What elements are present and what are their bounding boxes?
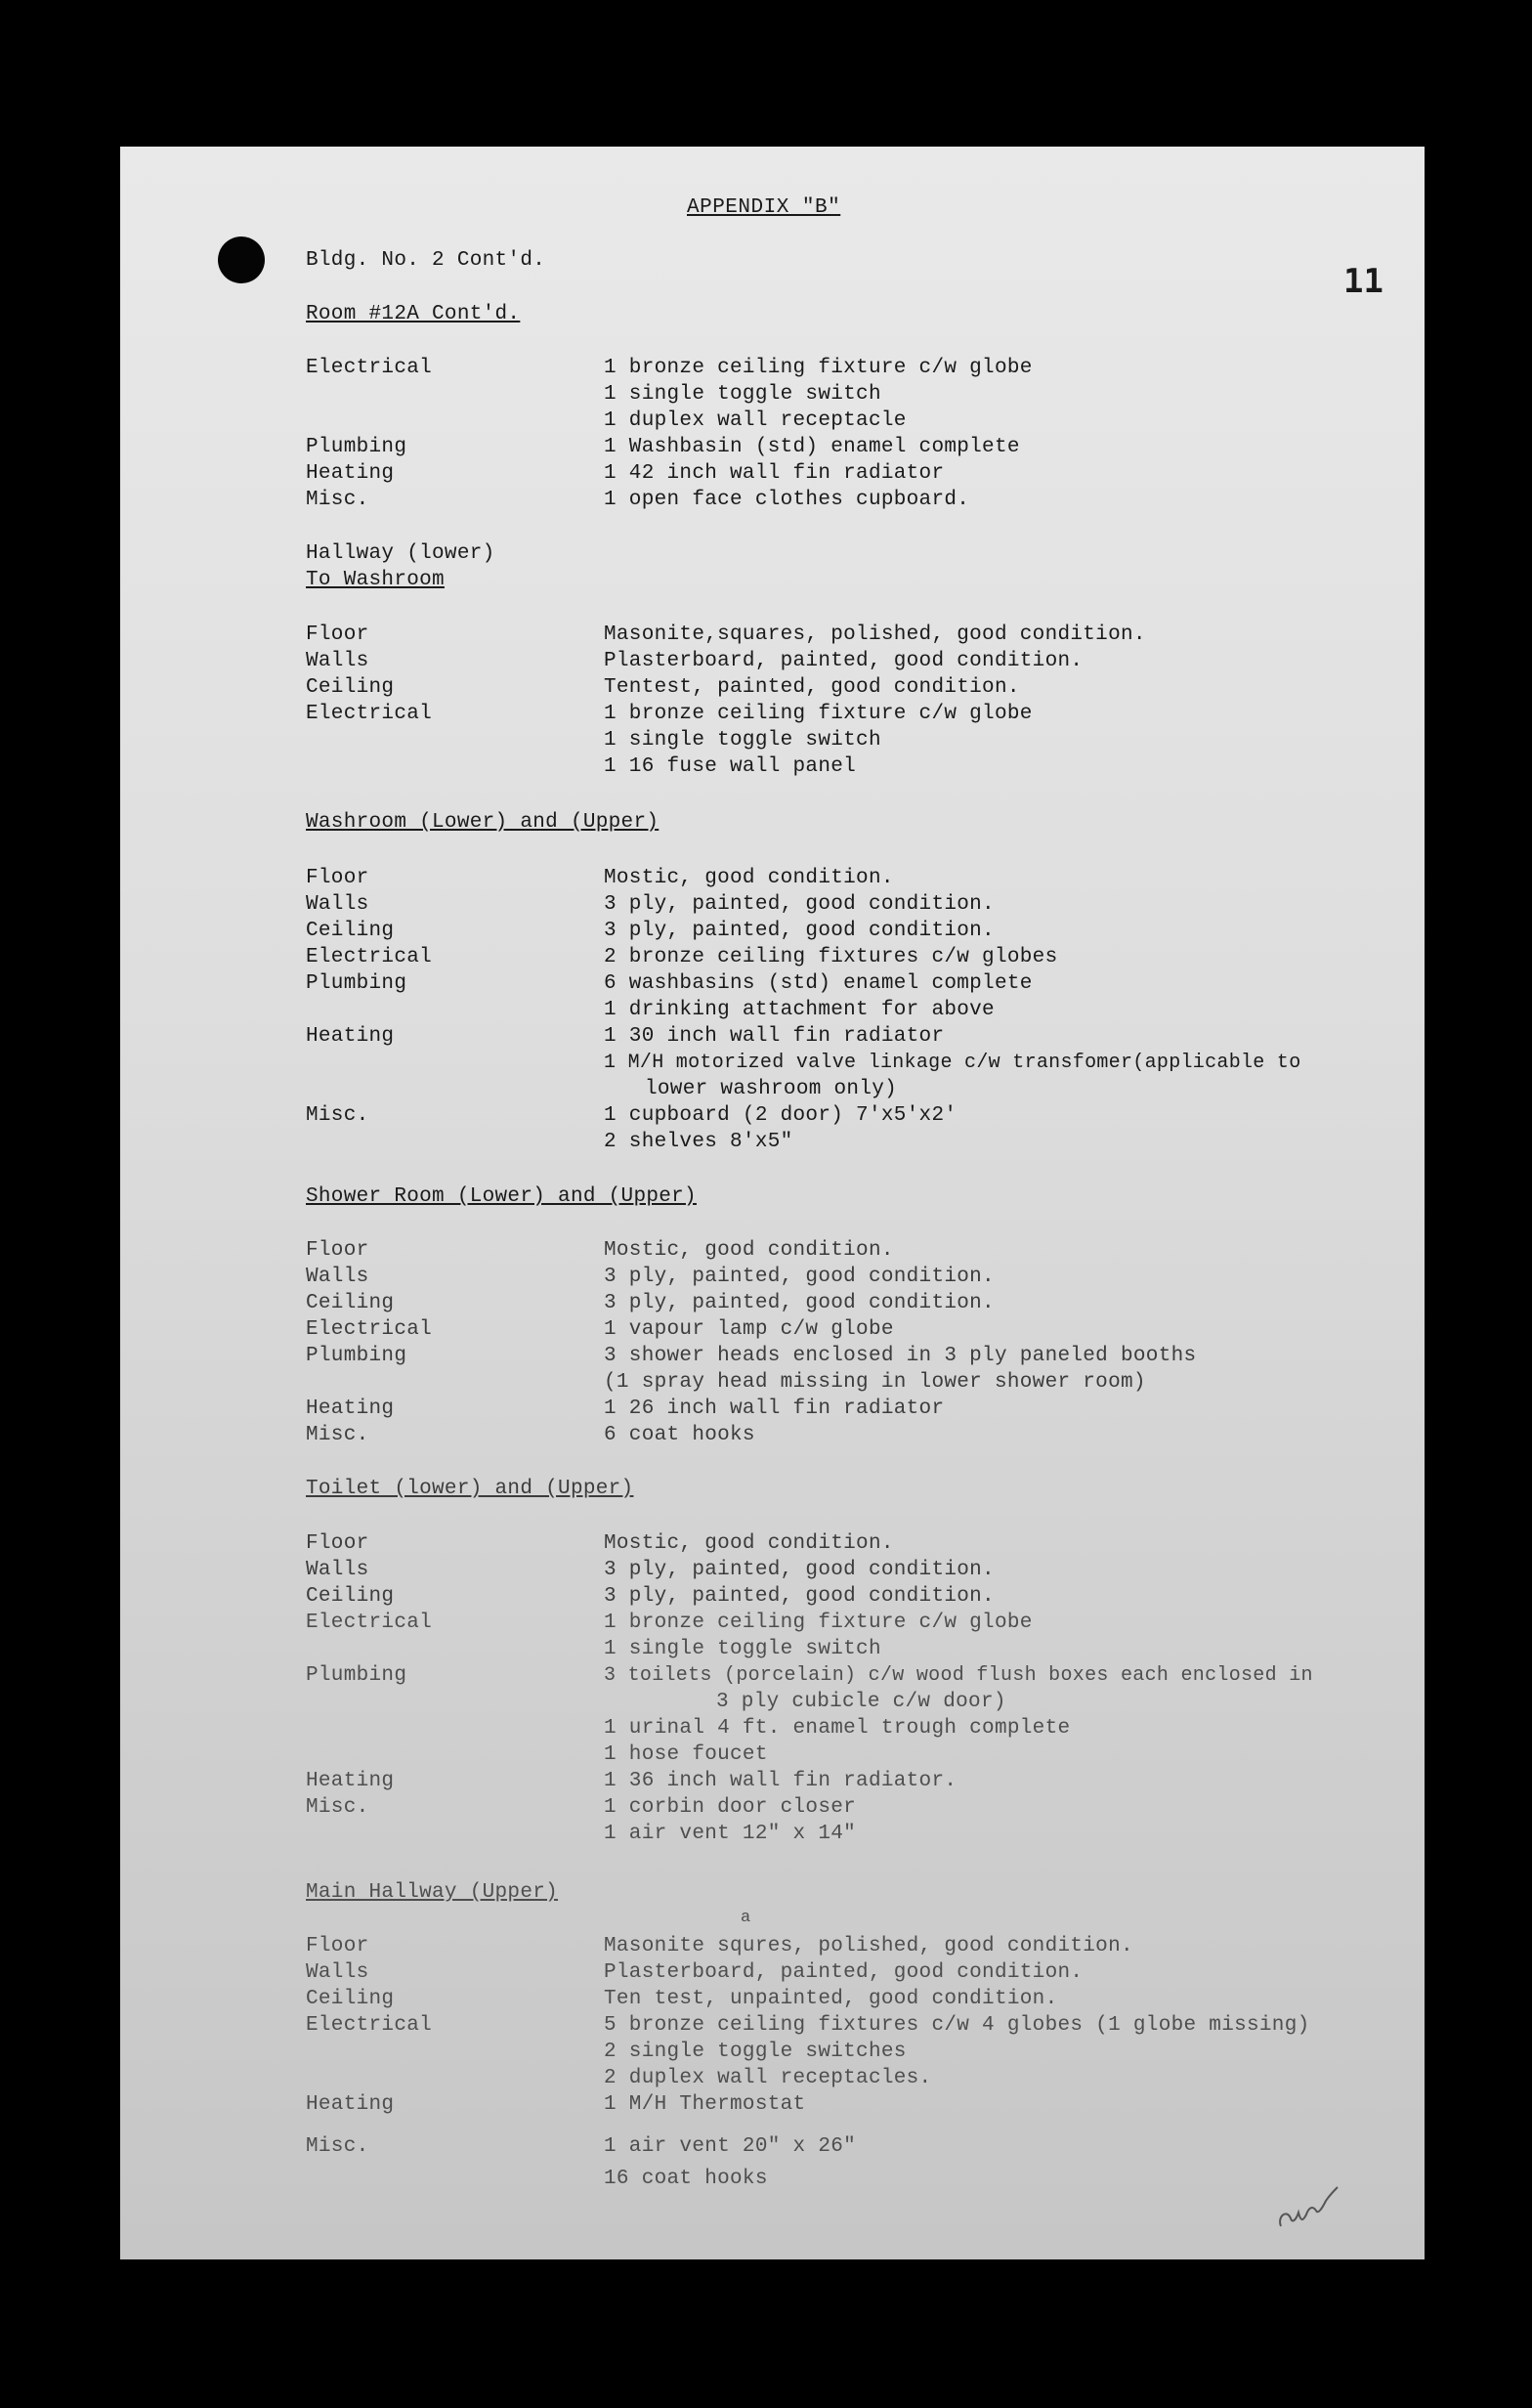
item-label: Ceiling xyxy=(306,1585,395,1608)
item-value: 6 coat hooks xyxy=(604,1424,755,1446)
item-label: Heating xyxy=(306,462,395,485)
item-value: Masonite,squares, polished, good condition. xyxy=(604,624,1146,646)
item-label: Walls xyxy=(306,1961,369,1984)
item-value: Mostic, good condition. xyxy=(604,867,894,889)
item-value: 1 Washbasin (std) enamel complete xyxy=(604,436,1020,458)
item-value: 1 36 inch wall fin radiator. xyxy=(604,1770,958,1792)
item-value: Mostic, good condition. xyxy=(604,1532,894,1555)
item-value: 3 ply, painted, good condition. xyxy=(604,1266,995,1288)
item-label: Misc. xyxy=(306,1424,369,1446)
item-value: Plasterboard, painted, good condition. xyxy=(604,1961,1084,1984)
item-value: lower washroom only) xyxy=(645,1078,898,1100)
item-value: 1 duplex wall receptacle xyxy=(604,409,907,432)
item-value: 6 washbasins (std) enamel complete xyxy=(604,972,1033,995)
item-label: Floor xyxy=(306,1935,369,1957)
room-header: Room #12A Cont'd. xyxy=(306,303,521,325)
item-label: Plumbing xyxy=(306,972,407,995)
item-label: Plumbing xyxy=(306,1664,407,1687)
item-label: Floor xyxy=(306,1532,369,1555)
section-title: To Washroom xyxy=(306,569,445,591)
item-label: Heating xyxy=(306,1770,395,1792)
item-label: Ceiling xyxy=(306,1292,395,1314)
section-title: Washroom (Lower) and (Upper) xyxy=(306,811,660,834)
item-label: Misc. xyxy=(306,489,369,511)
item-value: 3 ply cubicle c/w door) xyxy=(716,1691,1006,1713)
item-value: 3 toilets (porcelain) c/w wood flush boxes each enclosed in xyxy=(604,1664,1313,1687)
item-value: 1 vapour lamp c/w globe xyxy=(604,1318,894,1341)
item-label: Electrical xyxy=(306,357,433,379)
item-value: 1 air vent 20" x 26" xyxy=(604,2135,857,2158)
item-label: Electrical xyxy=(306,2014,433,2037)
item-label: Floor xyxy=(306,867,369,889)
item-value: 2 duplex wall receptacles. xyxy=(604,2067,932,2089)
item-value: 3 shower heads enclosed in 3 ply paneled booths xyxy=(604,1345,1197,1367)
item-value: 2 bronze ceiling fixtures c/w globes xyxy=(604,946,1058,968)
item-label: Floor xyxy=(306,624,369,646)
item-value: 2 single toggle switches xyxy=(604,2041,907,2063)
building-header: Bldg. No. 2 Cont'd. xyxy=(306,249,546,272)
item-label: Plumbing xyxy=(306,1345,407,1367)
item-label: Heating xyxy=(306,1025,395,1048)
item-value: 5 bronze ceiling fixtures c/w 4 globes (1 globe missing) xyxy=(604,2014,1310,2037)
insert-mark: a xyxy=(741,1909,751,1927)
item-value: 16 coat hooks xyxy=(604,2168,768,2190)
item-label: Walls xyxy=(306,1266,369,1288)
item-label: Heating xyxy=(306,2093,395,2116)
item-label: Electrical xyxy=(306,703,433,725)
item-value: (1 spray head missing in lower shower room) xyxy=(604,1371,1146,1394)
item-value: 1 30 inch wall fin radiator xyxy=(604,1025,945,1048)
page-title: APPENDIX "B" xyxy=(687,196,841,219)
page-number: 11 xyxy=(1343,262,1383,301)
item-value: Tentest, painted, good condition. xyxy=(604,676,1020,699)
item-value: 3 ply, painted, good condition. xyxy=(604,1292,995,1314)
item-value: 3 ply, painted, good condition. xyxy=(604,920,995,942)
item-label: Electrical xyxy=(306,946,433,968)
document-page xyxy=(120,147,1425,2259)
item-label: Misc. xyxy=(306,1796,369,1819)
item-value: 1 urinal 4 ft. enamel trough complete xyxy=(604,1717,1071,1740)
item-value: 1 single toggle switch xyxy=(604,383,881,406)
item-label: Floor xyxy=(306,1239,369,1262)
item-value: 1 cupboard (2 door) 7'x5'x2' xyxy=(604,1104,958,1127)
item-label: Ceiling xyxy=(306,920,395,942)
item-label: Walls xyxy=(306,650,369,672)
item-value: 3 ply, painted, good condition. xyxy=(604,893,995,916)
item-value: 1 air vent 12" x 14" xyxy=(604,1823,857,1845)
item-value: 3 ply, painted, good condition. xyxy=(604,1559,995,1581)
item-label: Walls xyxy=(306,893,369,916)
punch-hole xyxy=(218,236,265,283)
item-value: 1 bronze ceiling fixture c/w globe xyxy=(604,357,1033,379)
item-value: 1 single toggle switch xyxy=(604,1638,881,1660)
item-value: Ten test, unpainted, good condition. xyxy=(604,1988,1058,2010)
section-title: Shower Room (Lower) and (Upper) xyxy=(306,1185,697,1208)
item-value: Mostic, good condition. xyxy=(604,1239,894,1262)
item-label: Walls xyxy=(306,1559,369,1581)
item-value: 2 shelves 8'x5" xyxy=(604,1131,793,1153)
item-value: 1 26 inch wall fin radiator xyxy=(604,1398,945,1420)
item-value: 1 bronze ceiling fixture c/w globe xyxy=(604,1612,1033,1634)
item-value: Plasterboard, painted, good condition. xyxy=(604,650,1084,672)
item-value: 1 42 inch wall fin radiator xyxy=(604,462,945,485)
item-value: 1 hose foucet xyxy=(604,1743,768,1766)
section-title: Toilet (lower) and (Upper) xyxy=(306,1478,634,1500)
section-title: Hallway (lower) xyxy=(306,542,495,565)
item-value: 1 drinking attachment for above xyxy=(604,999,995,1021)
item-value: Masonite squres, polished, good condition. xyxy=(604,1935,1133,1957)
item-label: Ceiling xyxy=(306,676,395,699)
initials-signature xyxy=(1273,2179,1341,2238)
item-label: Electrical xyxy=(306,1612,433,1634)
item-value: 1 16 fuse wall panel xyxy=(604,755,857,778)
item-value: 1 M/H motorized valve linkage c/w transfomer(applicable to xyxy=(604,1052,1301,1074)
item-value: 1 corbin door closer xyxy=(604,1796,857,1819)
item-value: 3 ply, painted, good condition. xyxy=(604,1585,995,1608)
item-label: Electrical xyxy=(306,1318,433,1341)
item-label: Plumbing xyxy=(306,436,407,458)
section-title: Main Hallway (Upper) xyxy=(306,1881,559,1904)
item-label: Heating xyxy=(306,1398,395,1420)
item-label: Misc. xyxy=(306,1104,369,1127)
item-label: Ceiling xyxy=(306,1988,395,2010)
item-value: 1 open face clothes cupboard. xyxy=(604,489,970,511)
item-value: 1 bronze ceiling fixture c/w globe xyxy=(604,703,1033,725)
item-value: 1 M/H Thermostat xyxy=(604,2093,806,2116)
item-label: Misc. xyxy=(306,2135,369,2158)
item-value: 1 single toggle switch xyxy=(604,729,881,752)
